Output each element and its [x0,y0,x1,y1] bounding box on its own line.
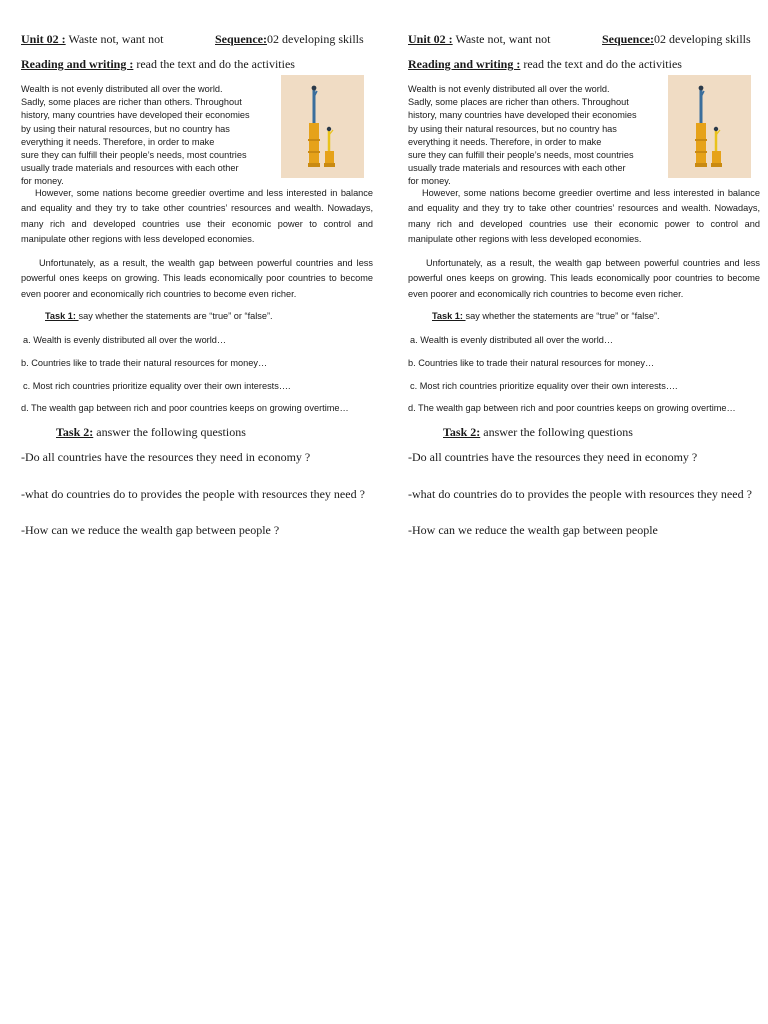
intro-line: sure they can fulfill their people’s needs, most countries [408,150,634,161]
intro-line: by using their natural resources, but no country has [21,123,230,134]
paragraph-1: However, some nations become greedier overtime and less interested in balance and equality and they try to take other countries’ resources and wealth. Nowadays, many rich and developed countries use their economic power to control and manipulate other regions with less developed economies. [408,188,760,244]
paragraph-2: Unfortunately, as a result, the wealth gap between powerful countries and less powerful ones keeps on growing. This leads economically poor countries to become even poorer and economically rich countries to become even richer. [408,258,760,299]
intro-line: Wealth is not evenly distributed all over the world. [21,84,223,94]
question-3: -How can we reduce the wealth gap between people ? [21,523,280,537]
coin-stacks-icon [281,75,364,178]
intro-line: sure they can fulfill their people’s needs, most countries [21,150,247,161]
unit-title: Unit 02 : Waste not, want not [21,32,164,46]
statement-c: c. Most rich countries prioritize equality over their own interests…. [23,381,291,391]
task-1-heading: Task 1: say whether the statements are “true” or “false”. [45,311,273,321]
intro-line: Sadly, some places are richer than others. Throughout [408,97,629,108]
intro-paragraph [408,83,662,189]
statement-d: d. The wealth gap between rich and poor countries keeps on growing overtime… [408,403,736,413]
wealth-gap-illustration [668,75,751,178]
question-3: -How can we reduce the wealth gap between people [408,523,658,537]
statement-d: d. The wealth gap between rich and poor countries keeps on growing overtime… [21,403,349,413]
intro-line: history, many countries have developed their economies [408,110,637,121]
question-1: -Do all countries have the resources they need in economy ? [408,450,698,464]
sequence-title: Sequence:02 developing skills [215,32,364,46]
statement-b: b. Countries like to trade their natural resources for money… [21,358,268,368]
statement-c: c. Most rich countries prioritize equality over their own interests…. [410,381,678,391]
intro-line: history, many countries have developed their economies [21,110,250,121]
intro-line: Wealth is not evenly distributed all over the world. [408,84,610,94]
intro-paragraph [21,83,275,189]
paragraph-2: Unfortunately, as a result, the wealth gap between powerful countries and less powerful ones keeps on growing. This leads economically poor countries to become even poorer and economically rich countries to become even richer. [21,258,373,299]
intro-line: by using their natural resources, but no country has [408,123,617,134]
intro-line: Sadly, some places are richer than others. Throughout [21,97,242,108]
question-1: -Do all countries have the resources they need in economy ? [21,450,311,464]
intro-line: for money. [21,176,64,187]
intro-line: for money. [408,176,451,187]
intro-line: everything it needs. Therefore, in order to make [21,136,215,147]
unit-title: Unit 02 : Waste not, want not [408,32,551,46]
intro-line: usually trade materials and resources with each other [21,163,239,174]
statement-a: a. Wealth is evenly distributed all over the world… [410,335,614,345]
task-1-heading: Task 1: say whether the statements are “true” or “false”. [432,311,660,321]
reading-writing-heading: Reading and writing : read the text and do the activities [408,57,682,71]
task-2-heading: Task 2: answer the following questions [56,425,246,439]
reading-writing-heading: Reading and writing : read the text and do the activities [21,57,295,71]
question-2: -what do countries do to provides the people with resources they need ? [21,487,365,501]
statement-a: a. Wealth is evenly distributed all over the world… [23,335,227,345]
intro-line: everything it needs. Therefore, in order to make [408,136,602,147]
wealth-gap-illustration [281,75,364,178]
task-2-heading: Task 2: answer the following questions [443,425,633,439]
paragraph-1: However, some nations become greedier overtime and less interested in balance and equality and they try to take other countries’ resources and wealth. Nowadays, many rich and developed countries use their economic power to control and manipulate other regions with less developed economies. [21,188,373,244]
question-2: -what do countries do to provides the people with resources they need ? [408,487,752,501]
sequence-title: Sequence:02 developing skills [602,32,751,46]
coin-stacks-icon [668,75,751,178]
statement-b: b. Countries like to trade their natural resources for money… [408,358,655,368]
intro-line: usually trade materials and resources with each other [408,163,626,174]
